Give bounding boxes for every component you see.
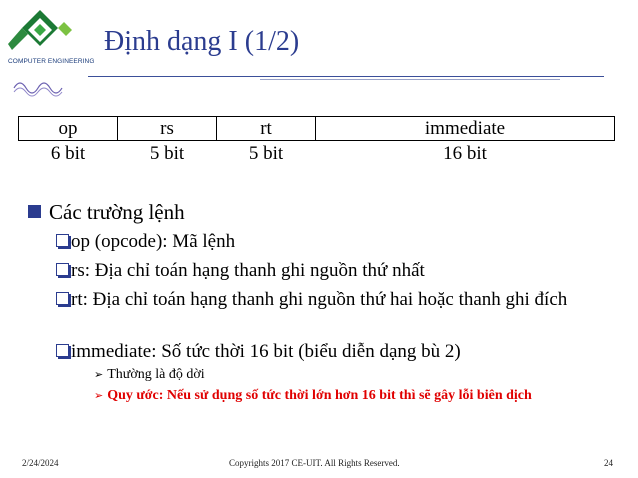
square-bullet-icon bbox=[28, 205, 41, 218]
field-rs: rs bbox=[118, 117, 217, 141]
list-item-immediate bbox=[56, 341, 616, 363]
subitem-text-warning: Quy ước: Nếu sử dụng số tức thời lớn hơn 16 bit thì sẽ gây lỗi biên dịch bbox=[107, 388, 532, 403]
logo-mark-icon bbox=[8, 8, 88, 98]
footer-copyright: Copyrights 2017 CE-UIT. All Rights Reserved. bbox=[229, 458, 400, 468]
bullet-fields-text: Các trường lệnh bbox=[49, 200, 185, 224]
title-underline bbox=[88, 76, 604, 77]
field-rt: rt bbox=[217, 117, 316, 141]
slide-title: Định dạng I (1/2) bbox=[104, 26, 300, 57]
subitem-offset bbox=[94, 367, 205, 383]
bits-immediate: 16 bit bbox=[443, 143, 487, 164]
checkbox-bullet-icon bbox=[56, 292, 69, 305]
subitem-convention bbox=[94, 388, 532, 404]
bits-rt: 5 bit bbox=[248, 143, 284, 164]
bits-op: 6 bit bbox=[50, 143, 86, 164]
list-item-text: rt: Địa chỉ toán hạng thanh ghi nguồn thứ hai hoặc thanh ghi đích bbox=[71, 289, 568, 310]
bit-width-row bbox=[19, 141, 615, 168]
title-underline-secondary bbox=[260, 79, 560, 80]
list-item-text: immediate: Số tức thời 16 bit (biểu diễn dạng bù 2) bbox=[71, 341, 461, 362]
bits-rs: 5 bit bbox=[149, 143, 185, 164]
subitem-text: Thường là độ dời bbox=[107, 367, 205, 382]
list-item-text: op (opcode): Mã lệnh bbox=[71, 231, 236, 252]
footer-page-number: 24 bbox=[604, 458, 613, 468]
checkbox-bullet-icon bbox=[56, 344, 69, 357]
field-immediate: immediate bbox=[316, 117, 615, 141]
logo-text: COMPUTER ENGINEERING bbox=[8, 58, 95, 65]
field-op: op bbox=[19, 117, 118, 141]
arrow-bullet-icon: ➢ bbox=[94, 368, 104, 381]
checkbox-bullet-icon bbox=[56, 234, 69, 247]
uit-logo bbox=[8, 8, 88, 98]
list-item-rt bbox=[56, 289, 616, 311]
footer-date: 2/24/2024 bbox=[22, 458, 59, 468]
checkbox-bullet-icon bbox=[56, 263, 69, 276]
bullet-fields bbox=[28, 200, 185, 225]
list-item-text: rs: Địa chỉ toán hạng thanh ghi nguồn thứ nhất bbox=[71, 260, 425, 281]
list-item-rs bbox=[56, 260, 616, 282]
field-row bbox=[19, 117, 615, 141]
instruction-format-table bbox=[18, 116, 615, 167]
arrow-bullet-icon: ➢ bbox=[94, 389, 104, 402]
list-item-op bbox=[56, 231, 616, 253]
